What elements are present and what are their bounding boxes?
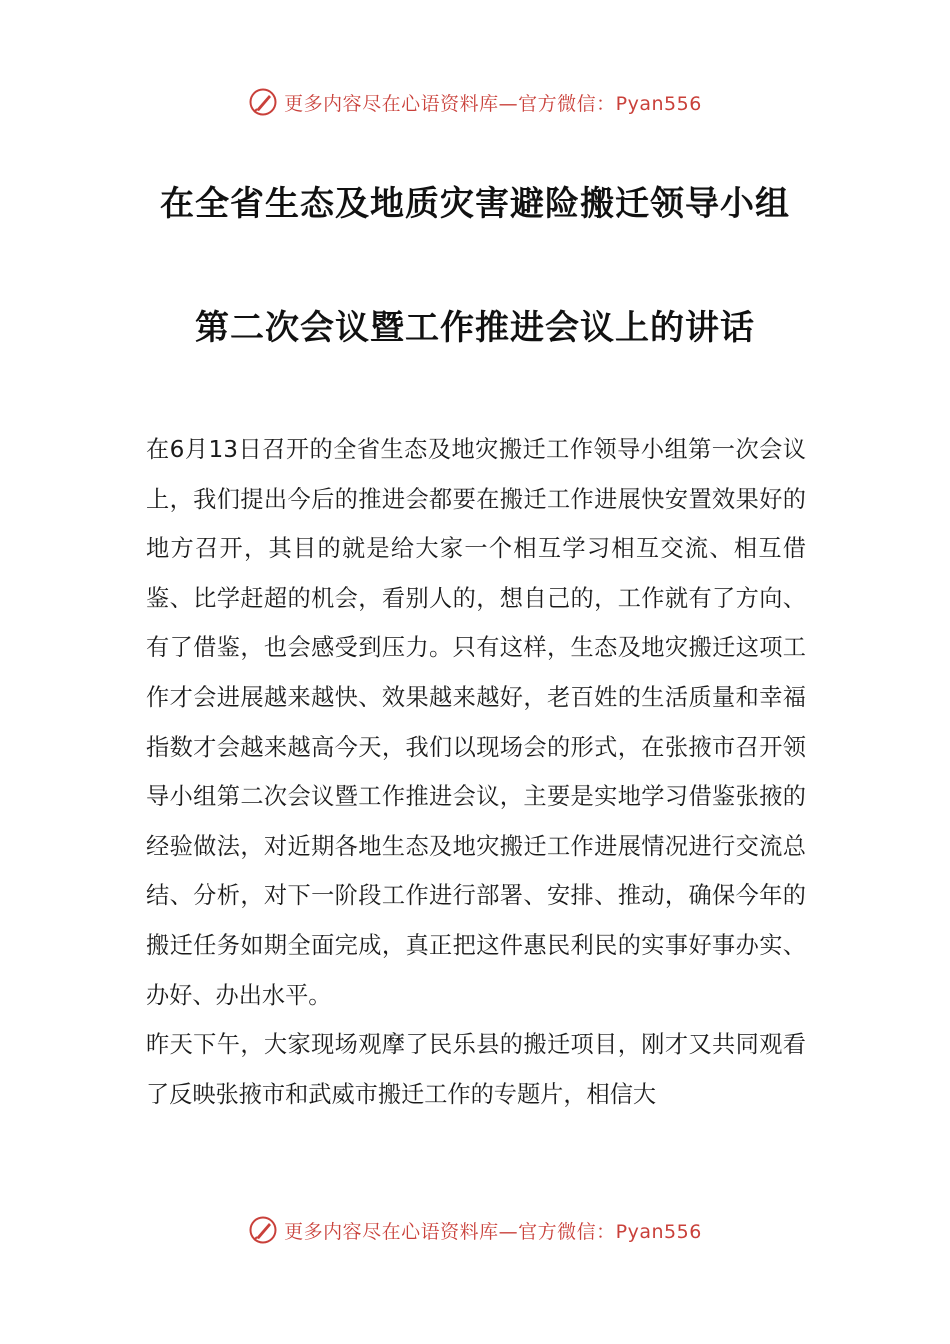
paragraph: 昨天下午，大家现场观摩了民乐县的搬迁项目，刚才又共同观看了反映张掖市和武威市搬迁工作的专题片，相信大 (146, 1031, 806, 1108)
watermark-text: 更多内容尽在心语资料库—官方微信：Pyan556 (284, 1220, 702, 1243)
footer-watermark (0, 1210, 950, 1250)
header-watermark (0, 82, 950, 122)
watermark-text: 更多内容尽在心语资料库—官方微信：Pyan556 (284, 92, 702, 115)
paragraph: 在6月13日召开的全省生态及地灾搬迁工作领导小组第一次会议上，我们提出今后的推进会都要在搬迁工作进展快安置效果好的地方召开，其目的就是给大家一个相互学习相互交流、相互借鉴、比学赶超的机会，看别人的，想自己的，工作就有了方向、有了借鉴，也会感受到压力。只有这样，生态及地灾搬迁这项工作才会进展越来越快、效果越来越好，老百姓的生活质量和幸福指数才会越来越高今天，我们以现场会的形式，在张掖市召开领导小组第二次会议暨工作推进会议，主要是实地学习借鉴张掖的经验做法，对近期各地生态及地灾搬迁工作进展情况进行交流总结、分析，对下一阶段工作进行部署、安排、推动，确保今年的搬迁任务如期全面完成，真正把这件惠民利民的实事好事办实、办好、办出水平。 (146, 436, 806, 1009)
document-title-line-1: 在全省生态及地质灾害避险搬迁领导小组 (160, 184, 790, 224)
document-body (146, 425, 806, 1119)
quill-logo-icon (248, 1215, 278, 1245)
document-title-line-2: 第二次会议暨工作推进会议上的讲话 (195, 308, 755, 348)
quill-logo-icon (248, 87, 278, 117)
